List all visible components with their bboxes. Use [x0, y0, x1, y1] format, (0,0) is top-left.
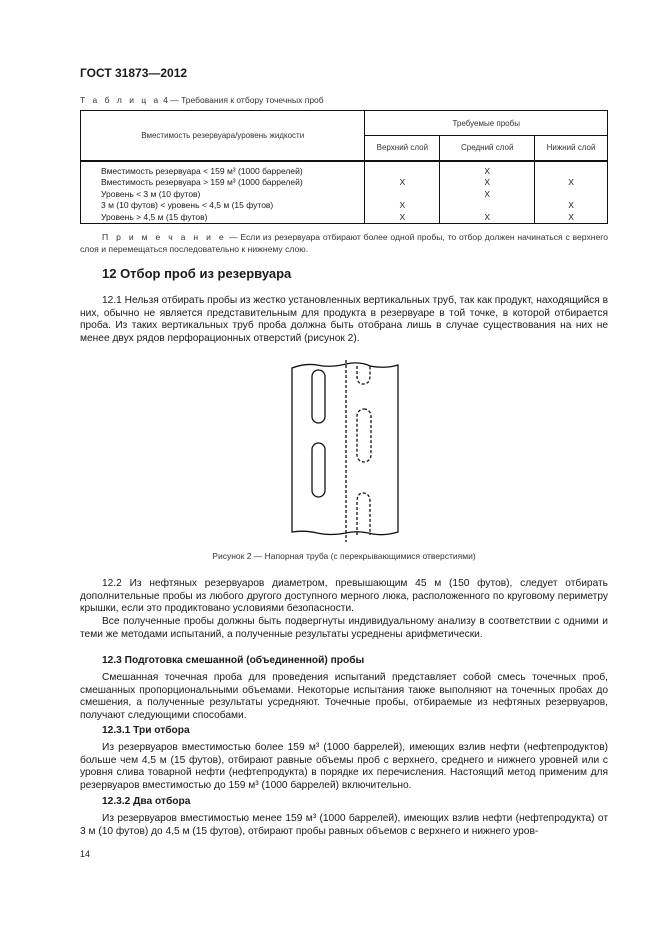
table-row: [81, 200, 608, 212]
cell-middle-layer: X: [440, 161, 535, 178]
heading-12-3: 12.3 Подготовка смешанной (объединенной) пробы: [102, 655, 365, 666]
table-row: [81, 189, 608, 201]
cell-bottom-layer: X: [535, 212, 608, 224]
figure-caption: Рисунок 2 — Напорная труба (с перекрывающимися отверстиями): [212, 551, 476, 561]
sampling-requirements-table: [80, 110, 608, 224]
paragraph-12-3-2: Из резервуаров вместимостью менее 159 м³ (1000 баррелей), имеющих взлив нефти (нефтепродукта) от 3 м (10 футов) до 4,5 м (15 футов), отбирают пробы равных объемов с верхнего и нижнего уров-: [80, 813, 608, 837]
col-header-capacity: Вместимость резервуара/уровень жидкости: [81, 111, 365, 161]
table-row: [81, 212, 608, 224]
row-label: Вместимость резервуара < 159 м³ (1000 баррелей): [81, 161, 365, 178]
heading-12-3-1: 12.3.1 Три отбора: [102, 725, 190, 736]
section-heading-12: 12 Отбор проб из резервуара: [102, 266, 292, 281]
paragraph-12-3-1: Из резервуаров вместимостью более 159 м³ (1000 баррелей), имеющих взлив нефти (нефтепродуктов) больше чем 4,5 м (15 футов), отбирают равные объемы проб с верхнего, среднего и нижнего уровней или с уровня слива товарной нефти (нефтепродукта) в порядке их перечисления. Настоящий метод применим для резервуаров вместимостью до 159 м³ (1000 баррелей) включительно.: [80, 742, 608, 791]
cell-bottom-layer: [535, 161, 608, 178]
cell-middle-layer: [440, 200, 535, 212]
cell-top-layer: [365, 189, 440, 201]
col-header-required: Требуемые пробы: [365, 111, 608, 136]
cell-top-layer: [365, 161, 440, 178]
col-header-bot: Нижний слой: [535, 136, 608, 161]
slot-back-2: [357, 409, 371, 462]
table-caption-prefix: Т а б л и ц а: [80, 95, 161, 105]
note-text: — Если из резервуара отбирают более одной пробы, то отбор должен начинаться с верхнего слоя и перемещаться последовательно к нижнему слою.: [80, 232, 608, 254]
paragraph-12-2: 12.2 Из нефтяных резервуаров диаметром, превышающим 45 м (150 футов), следует отбирать дополнительные пробы из любого другого доступного мерного люка, расположенного по круговому периметру крышки, если это продиктовано условиями безопасности.: [80, 578, 608, 615]
slot-back-1: [357, 366, 370, 384]
table-caption-text: 4 — Требования к отбору точечных проб: [163, 95, 324, 105]
cell-bottom-layer: X: [535, 177, 608, 189]
pipe-outline: [292, 363, 398, 535]
cell-middle-layer: X: [440, 189, 535, 201]
pressure-pipe-figure: [285, 360, 410, 545]
cell-bottom-layer: [535, 189, 608, 201]
table-note: [80, 231, 608, 255]
cell-bottom-layer: X: [535, 200, 608, 212]
cell-top-layer: X: [365, 212, 440, 224]
paragraph-12-2b: Все полученные пробы должны быть подвергнуты индивидуальному анализу в соответствии с одними и теми же методами испытаний, а полученные результаты усреднены арифметически.: [80, 616, 608, 640]
cell-top-layer: X: [365, 177, 440, 189]
document-header: ГОСТ 31873—2012: [80, 66, 188, 80]
paragraph-12-3: Смешанная точечная проба для проведения испытаний представляет собой смесь точечных проб, смешанных пропорциональными объемами. Некоторые испытания также выполняют на точечных пробах до смешения, а полученные результаты усредняют. Точечные пробы, отбираемые из нефтяных резервуаров, получают следующими способами.: [80, 672, 608, 721]
page-number: 14: [80, 849, 91, 859]
table-row: [81, 161, 608, 178]
slot-front-1: [312, 370, 325, 423]
table-row: [81, 177, 608, 189]
slot-front-2: [312, 443, 325, 497]
row-label: Вместимость резервуара > 159 м³ (1000 баррелей): [81, 177, 365, 189]
cell-middle-layer: X: [440, 212, 535, 224]
note-prefix: П р и м е ч а н и е: [102, 232, 227, 242]
row-label: Уровень < 3 м (10 футов): [81, 189, 365, 201]
row-label: Уровень > 4,5 м (15 футов): [81, 212, 365, 224]
paragraph-12-1: 12.1 Нельзя отбирать пробы из жестко установленных вертикальных труб, так как продукт, находящийся в них, обычно не является представительным для продукта в резервуаре в той точке, в которой отбирается проба. Из таких вертикальных труб проба должна быть отобрана лишь в случае существования на них не менее двух рядов перфорационных отверстий (рисунок 2).: [80, 295, 608, 344]
heading-12-3-2: 12.3.2 Два отбора: [102, 796, 191, 807]
cell-top-layer: X: [365, 200, 440, 212]
cell-middle-layer: X: [440, 177, 535, 189]
table-caption: [80, 95, 324, 105]
col-header-mid: Средний слой: [440, 136, 535, 161]
row-label: 3 м (10 футов) < уровень < 4,5 м (15 футов): [81, 200, 365, 212]
col-header-top: Верхний слой: [365, 136, 440, 161]
slot-back-3: [357, 493, 370, 535]
